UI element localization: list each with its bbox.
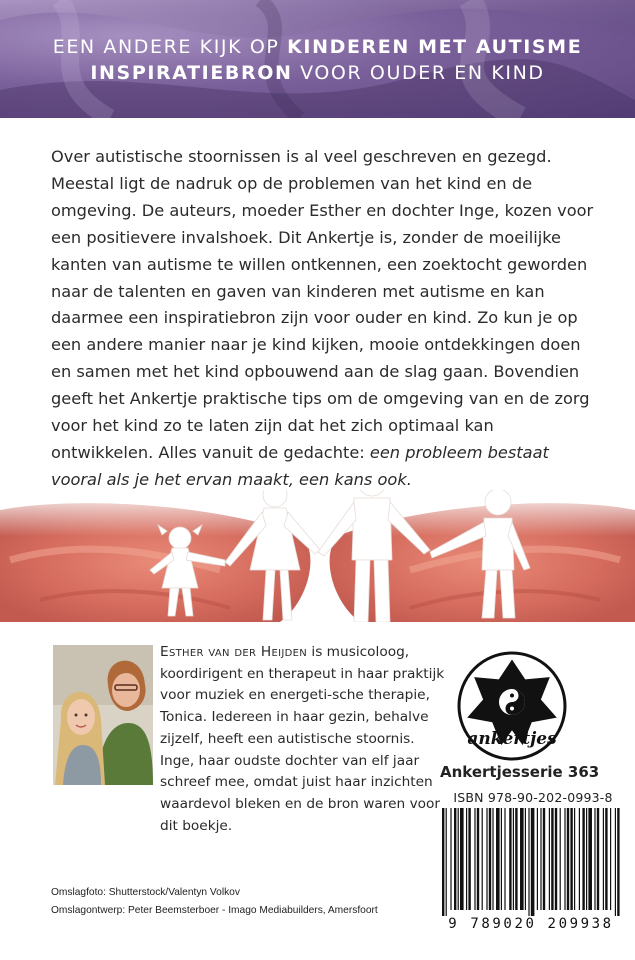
barcode-bar xyxy=(567,808,569,910)
barcode-bar xyxy=(515,808,517,910)
barcode-bar xyxy=(582,808,584,910)
barcode-bar xyxy=(574,808,575,910)
barcode-bar xyxy=(586,808,587,910)
barcode-bar xyxy=(442,808,444,916)
barcode-bar xyxy=(482,808,483,910)
barcode-bar xyxy=(537,808,538,910)
barcode-bar xyxy=(560,808,561,910)
author-bio: Esther van der Heijden is musicoloog, koordirigent en therapeut in haar praktijk voor muziek en energeti-sche therapie, Tonica. Iedereen in haar gezin, behalve zijzelf, heeft een autistische stoornis. Inge, haar oudste dochter van elf jaar schreef mee, omdat juist haar inzichten waardevol bleken en de bron waren voor dit boekje. xyxy=(160,644,445,834)
design-credit: Omslagontwerp: Peter Beemsterboer - Imago Mediabuilders, Amersfoort xyxy=(51,904,378,916)
isbn-label: ISBN 978-90-202-0993-8 xyxy=(453,790,613,805)
barcode-bar xyxy=(460,808,464,910)
barcode-bar xyxy=(492,808,493,910)
barcode-bar xyxy=(477,808,479,910)
barcode-bar xyxy=(528,808,529,916)
barcode-bar xyxy=(509,808,511,910)
barcode-bar xyxy=(594,808,595,910)
barcode-bar xyxy=(489,808,491,910)
barcode-bar xyxy=(605,808,607,910)
barcode-bar xyxy=(610,808,611,910)
cover-credits xyxy=(51,884,431,919)
barcode-bar xyxy=(603,808,604,910)
barcode-bar xyxy=(549,808,550,910)
header-line-1: EEN ANDERE KIJK OP KINDEREN MET AUTISME xyxy=(52,36,583,58)
barcode-bar xyxy=(551,808,553,910)
header-band xyxy=(0,0,635,118)
header-line-2: INSPIRATIEBRON VOOR OUDER EN KIND xyxy=(90,62,545,84)
barcode-bar xyxy=(468,808,470,910)
barcode-bar xyxy=(450,808,451,910)
ankertjes-logo xyxy=(456,650,568,762)
barcode-bar xyxy=(466,808,467,910)
hands-illustration xyxy=(0,490,635,622)
barcode-bar xyxy=(564,808,565,910)
author-name: Esther van der Heijden xyxy=(160,644,308,660)
barcode-bar xyxy=(501,808,502,910)
barcode-bar xyxy=(446,808,447,916)
logo-wordmark: ankertjes xyxy=(467,729,557,749)
barcode-bar xyxy=(615,808,616,916)
barcode xyxy=(436,808,626,916)
barcode-bar xyxy=(617,808,619,916)
barcode-bar xyxy=(496,808,500,910)
barcode-bar xyxy=(555,808,557,910)
author-photo xyxy=(53,645,153,785)
series-label: Ankertjesserie 363 xyxy=(440,763,600,781)
barcode-bar xyxy=(454,808,456,910)
barcode-number: 9 789020 209938 xyxy=(448,916,614,932)
photo-credit: Omslagfoto: Shutterstock/Valentyn Volkov xyxy=(51,887,240,898)
fabric-texture xyxy=(0,0,635,118)
barcode-bar xyxy=(540,808,541,910)
barcode-bar xyxy=(543,808,545,910)
description-quote: een probleem bestaat vooral als je het ervan maakt, een kans ook. xyxy=(51,442,549,489)
barcode-bar xyxy=(474,808,475,910)
description-text: Over autistische stoornissen is al veel geschreven en gezegd. Meestal ligt de nadruk op de problemen van het kind en de omgeving. De auteurs, moeder Esther en dochter Inge, kozen voor een positievere invalshoek. Dit Ankertje is, zonder de moeilijke kanten van autisme te willen ontkennen, een zoektocht geworden naar de talenten en gaven van kinderen met autisme en kan daarmee een inspiratiebron zijn voor ouder en kind. Zo kun je op een andere manier naar je kind kijken, mooie ontdekkingen doen en samen met het kind opbouwend aan de slag gaan. Bovendien geeft het Ankertje praktische tips om de omgeving van en de zorg voor het kind zo te laten zijn dat het zich optimaal kan ontwikkelen. Alles vanuit de gedachte: een probleem bestaat vooral als je het ervan maakt, een kans ook. xyxy=(51,147,594,489)
barcode-bar xyxy=(597,808,599,910)
barcode-bar xyxy=(570,808,572,910)
barcode-bar xyxy=(486,808,487,910)
barcode-bar xyxy=(520,808,524,910)
barcode-bar xyxy=(458,808,459,910)
barcode-bar xyxy=(525,808,526,910)
barcode-bar xyxy=(504,808,505,910)
barcode-bar xyxy=(513,808,514,910)
barcode-bar xyxy=(531,808,535,916)
barcode-bar xyxy=(588,808,592,910)
barcode-bar xyxy=(579,808,580,910)
